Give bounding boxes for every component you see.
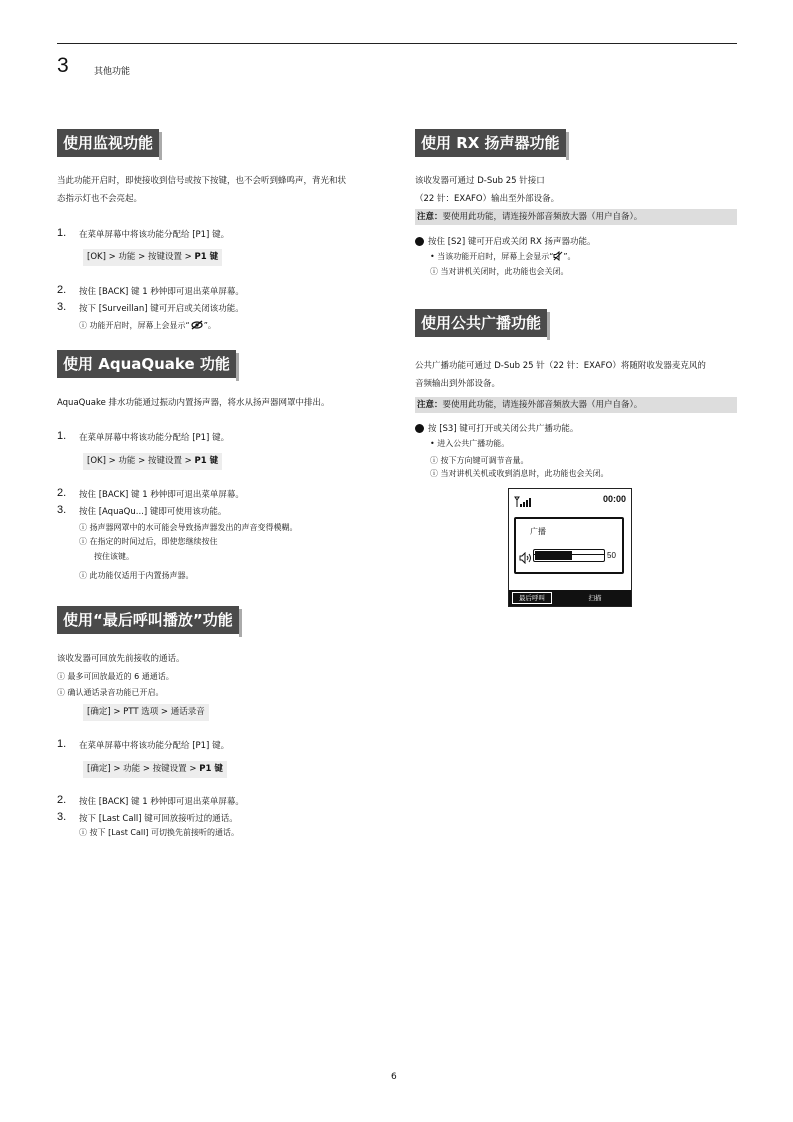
attention-text: 要使用此功能，请连接外部音频放大器（用户自备）。 bbox=[442, 212, 643, 222]
lastcall-note1 bbox=[57, 671, 174, 683]
pa-label: 广播 bbox=[530, 527, 546, 536]
path-text: [OK] > 功能 > 按键设置 > bbox=[87, 252, 195, 262]
device-screen bbox=[508, 488, 632, 607]
info-icon: ⓘ bbox=[79, 523, 87, 532]
chapter-title: 其他功能 bbox=[94, 67, 131, 77]
step-number: 2. bbox=[57, 487, 67, 499]
step-number: 3. bbox=[57, 504, 67, 516]
rx-sub1 bbox=[430, 251, 576, 265]
monitor-menu-path bbox=[83, 249, 222, 266]
path-text: [OK] > 功能 > 按键设置 > bbox=[87, 456, 195, 466]
lastcall-step2: 按住 [BACK] 键 1 秒钟即可退出菜单屏幕。 bbox=[79, 797, 244, 807]
monitor-step3: 按下 [Surveillan] 键可开启或关闭该功能。 bbox=[79, 304, 244, 314]
pa-attention bbox=[415, 397, 737, 413]
page-number: 6 bbox=[391, 1072, 397, 1082]
rx-sub2 bbox=[430, 266, 569, 278]
note-text: 确认通话录音功能已开启。 bbox=[67, 688, 164, 697]
info-icon: ⓘ bbox=[79, 571, 87, 580]
path-text: [确定] > 功能 > 按键设置 > bbox=[87, 764, 200, 774]
aquaquake-menu-path bbox=[83, 453, 222, 470]
bullet-icon bbox=[415, 424, 424, 433]
rx-intro-line1: 该收发器可通过 D-Sub 25 针接口 bbox=[415, 176, 545, 186]
aquaquake-note1 bbox=[79, 522, 298, 534]
aquaquake-note3 bbox=[79, 570, 194, 582]
pa-intro-line2: 音频输出到外部设备。 bbox=[415, 379, 501, 389]
lastcall-heading: 使用“最后呼叫播放”功能 bbox=[57, 606, 239, 634]
monitor-intro-line2: 态指示灯也不会亮起。 bbox=[57, 194, 143, 204]
header-rule bbox=[57, 43, 737, 44]
surveillance-off-icon bbox=[190, 320, 204, 334]
sub-text: 按下方向键可调节音量。 bbox=[440, 456, 529, 465]
info-icon: ⓘ bbox=[79, 537, 87, 546]
path-key: P1 键 bbox=[199, 764, 223, 774]
note-text: 扬声器网罩中的水可能会导致扬声器发出的声音变得模糊。 bbox=[89, 523, 298, 532]
note-text-end: ”。 bbox=[203, 321, 216, 330]
softkey-last-call: 最后呼叫 bbox=[513, 593, 551, 603]
volume-track-line bbox=[534, 554, 604, 555]
step-number: 1. bbox=[57, 227, 67, 239]
attention-label: 注意： bbox=[417, 212, 443, 222]
clock: 00:00 bbox=[602, 494, 626, 504]
info-icon: ⓘ bbox=[430, 456, 438, 465]
monitor-heading: 使用监视功能 bbox=[57, 129, 159, 157]
speaker-slash-icon bbox=[553, 251, 563, 265]
lastcall-intro: 该收发器可回放先前接收的通话。 bbox=[57, 654, 185, 664]
volume-bar bbox=[533, 549, 605, 562]
speaker-icon bbox=[519, 549, 533, 568]
note-text: 此功能仅适用于内置扬声器。 bbox=[89, 571, 194, 580]
pa-sub3 bbox=[430, 468, 609, 480]
aquaquake-note2 bbox=[79, 536, 218, 548]
monitor-note bbox=[79, 320, 216, 334]
aquaquake-step2: 按住 [BACK] 键 1 秒钟即可退出菜单屏幕。 bbox=[79, 490, 244, 500]
bullet-icon bbox=[415, 237, 424, 246]
info-icon: ⓘ bbox=[430, 267, 438, 276]
monitor-intro-line1: 当此功能开启时，即使接收到信号或按下按键，也不会听到蜂鸣声，背光和状 bbox=[57, 176, 347, 186]
softkey-scan: 扫描 bbox=[588, 594, 602, 602]
lastcall-record-path: [确定] > PTT 选项 > 通话录音 bbox=[83, 704, 209, 721]
chapter-number: 3 bbox=[57, 54, 69, 77]
softkey-bar bbox=[509, 590, 631, 606]
attention-label: 注意： bbox=[417, 400, 443, 410]
info-icon: ⓘ bbox=[430, 469, 438, 478]
lastcall-note2 bbox=[57, 687, 164, 699]
aquaquake-heading: 使用 AquaQuake 功能 bbox=[57, 350, 236, 378]
step-number: 3. bbox=[57, 811, 67, 823]
rx-step: 按住 [S2] 键可开启或关闭 RX 扬声器功能。 bbox=[428, 237, 596, 247]
pa-panel bbox=[514, 517, 624, 574]
info-icon: ⓘ bbox=[57, 672, 65, 681]
rx-attention bbox=[415, 209, 737, 225]
lastcall-step3: 按下 [Last Call] 键可回放接听过的通话。 bbox=[79, 814, 238, 824]
sub-text-end: ”。 bbox=[563, 252, 576, 261]
info-icon: ⓘ bbox=[79, 321, 87, 330]
aquaquake-step3: 按住 [AquaQu...] 键即可使用该功能。 bbox=[79, 507, 227, 517]
rx-intro-line2: （22 针：EXAFO）输出至外部设备。 bbox=[415, 194, 560, 204]
pa-sub1: • 进入公共广播功能。 bbox=[430, 439, 510, 448]
path-key: P1 键 bbox=[194, 456, 219, 466]
monitor-step1: 在菜单屏幕中将该功能分配给 [P1] 键。 bbox=[79, 230, 230, 240]
step-number: 1. bbox=[57, 738, 67, 750]
volume-value: 50 bbox=[607, 551, 616, 560]
attention-text: 要使用此功能，请连接外部音频放大器（用户自备）。 bbox=[442, 400, 643, 410]
lastcall-note3 bbox=[79, 827, 239, 839]
step-number: 3. bbox=[57, 301, 67, 313]
pa-intro-line1: 公共广播功能可通过 D-Sub 25 针（22 针：EXAFO）将随附收发器麦克风的 bbox=[415, 361, 706, 371]
monitor-step2: 按住 [BACK] 键 1 秒钟即可退出菜单屏幕。 bbox=[79, 287, 244, 297]
rx-heading: 使用 RX 扬声器功能 bbox=[415, 129, 566, 157]
aquaquake-note2-cont: 按住该键。 bbox=[94, 552, 134, 561]
pa-heading: 使用公共广播功能 bbox=[415, 309, 547, 337]
note-text: 功能开启时，屏幕上会显示“ bbox=[89, 321, 190, 330]
lastcall-step1: 在菜单屏幕中将该功能分配给 [P1] 键。 bbox=[79, 741, 230, 751]
signal-strength-icon bbox=[514, 493, 532, 512]
lastcall-menu-path bbox=[83, 761, 227, 778]
pa-step: 按 [S3] 键可打开或关闭公共广播功能。 bbox=[428, 424, 579, 434]
sub-text: 当对讲机关闭时，此功能也会关闭。 bbox=[440, 267, 569, 276]
aquaquake-intro: AquaQuake 排水功能通过振动内置扬声器，将水从扬声器网罩中排出。 bbox=[57, 398, 330, 408]
note-text: 按下 [Last Call] 可切换先前接听的通话。 bbox=[89, 828, 240, 837]
info-icon: ⓘ bbox=[79, 828, 87, 837]
step-number: 2. bbox=[57, 284, 67, 296]
path-key: P1 键 bbox=[194, 252, 219, 262]
pa-sub2 bbox=[430, 455, 529, 467]
info-icon: ⓘ bbox=[57, 688, 65, 697]
step-number: 1. bbox=[57, 430, 67, 442]
aquaquake-step1: 在菜单屏幕中将该功能分配给 [P1] 键。 bbox=[79, 433, 230, 443]
sub-text: 当对讲机关机或收到消息时，此功能也会关闭。 bbox=[440, 469, 609, 478]
sub-text: • 当该功能开启时，屏幕上会显示“ bbox=[430, 252, 554, 261]
step-number: 2. bbox=[57, 794, 67, 806]
volume-fill bbox=[535, 551, 572, 560]
note-text: 在指定的时间过后，即使您继续按住 bbox=[89, 537, 218, 546]
note-text: 最多可回放最近的 6 通通话。 bbox=[67, 672, 174, 681]
